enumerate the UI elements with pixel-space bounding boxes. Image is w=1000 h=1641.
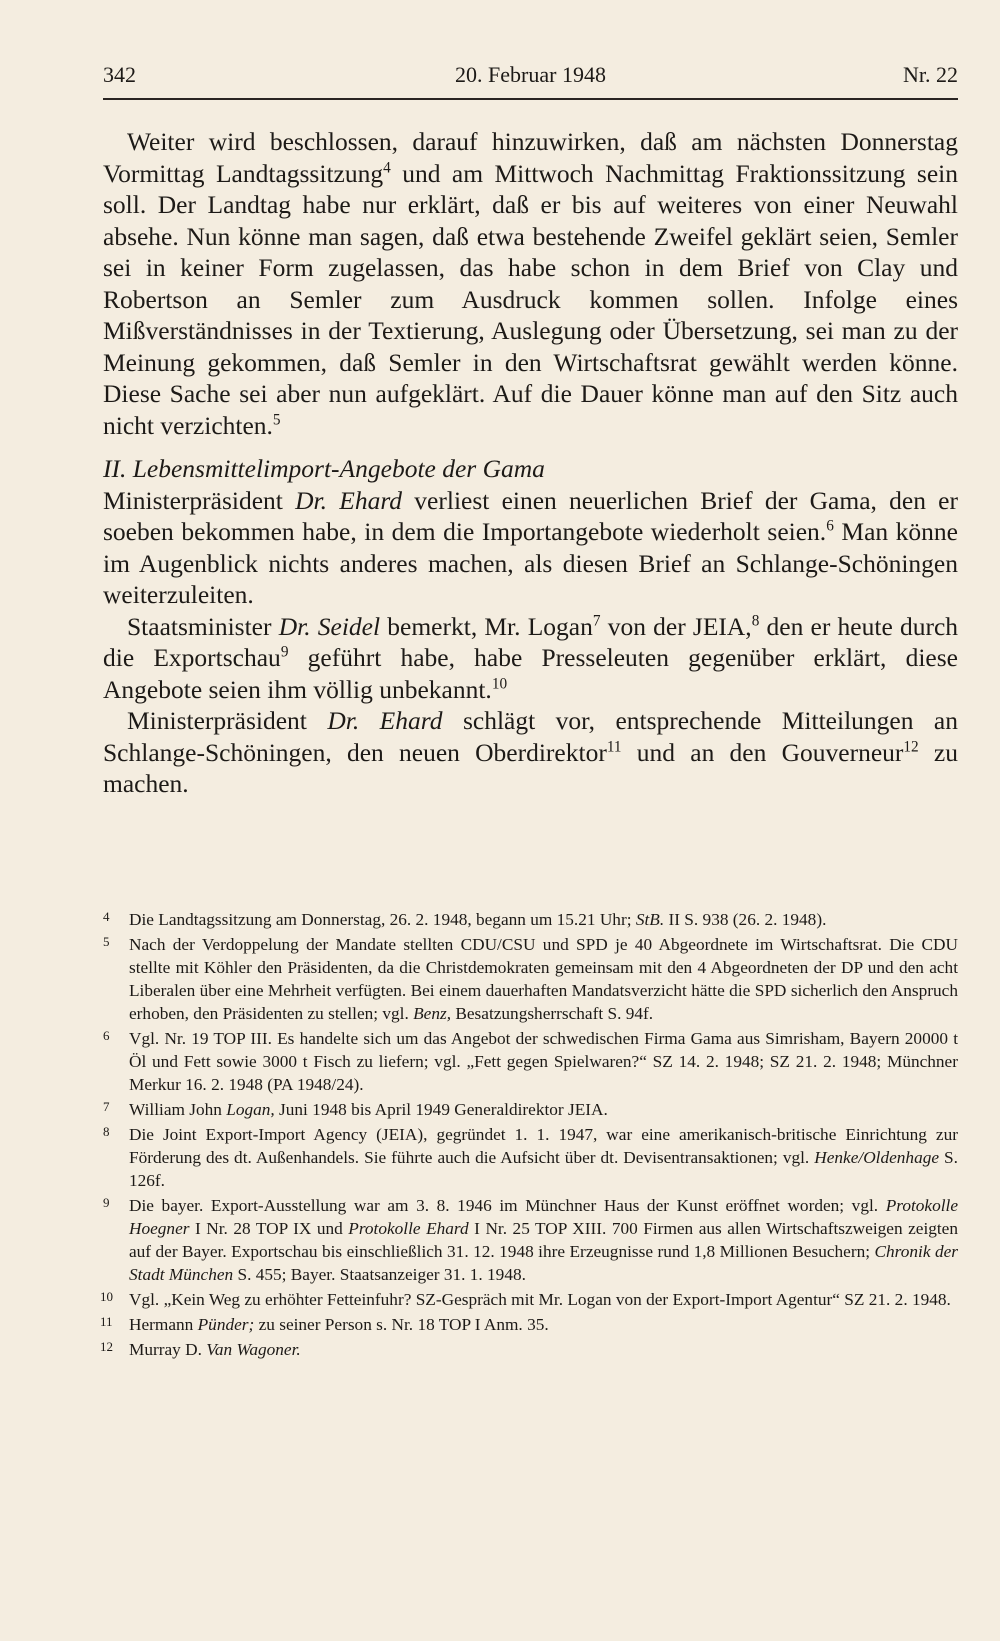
footnote-ref-10: 10 <box>491 675 508 692</box>
main-text <box>103 126 958 800</box>
footnote-ref-9: 9 <box>280 643 289 661</box>
speaker-name: Dr. Seidel <box>278 611 381 641</box>
paragraph-seidel: Staatsminister Dr. Seidel bemerkt, Mr. Logan$^7$ von der JEIA,$^8$ den er heute durch die Exportschau$^9$ geführt habe, habe Presseleuten gegenüber erklärt, diese Angebote seien ihm völlig unbekannt.$^{10}$ <box>103 611 959 704</box>
speaker-name: Dr. Ehard <box>327 706 443 735</box>
footnote-number: 8 <box>103 1124 110 1139</box>
paragraph-ehard-brief: Ministerpräsident Dr. Ehard verliest einen neuerlichen Brief der Gama, den er soeben bekommen habe, in dem die Importangebote wiederholt seien.$^6$ Man könne im Augenblick nichts anderes machen, als diesen Brief an Schlange-Schöningen weiterzuleiten. <box>103 485 959 609</box>
footnote-number: 6 <box>103 1028 110 1043</box>
footnote-ref-8: 8 <box>751 612 760 629</box>
footnote-number: 9 <box>103 1195 110 1210</box>
footnote-ref-4: 4 <box>383 159 391 176</box>
footnote-9: 9 Die bayer. Export-Ausstellung war am 3. 8. 1946 im Münchner Haus der Kunst eröffnet worden; vgl. Protokolle Hoegner I Nr. 28 TOP IX und Protokolle Ehard I Nr. 25 TOP XIII. 700 Firmen aus allen Wirtschaftszweigen zeigten auf der Bayer. Exportschau bis einschließlich 31. 12. 1948 ihre Erzeugnisse rund 1,8 Millionen Besuchern; Chronik der Stadt München S. 455; Bayer. Staatsanzeiger 31. 1. 1948. <box>103 1194 958 1286</box>
paragraph-ehard-vorschlag: Ministerpräsident Dr. Ehard schlägt vor, entsprechende Mitteilungen an Schlange-Schöningen, den neuen Oberdirektor$^{11}$ und an den Gouverneur$^{12}$ zu machen. <box>103 706 958 798</box>
paragraph-sitzungstermine: Weiter wird beschlossen, darauf hinzuwirken, daß am nächsten Donnerstag Vormittag Landtagssitzung$^4$ und am Mittwoch Nachmittag Fraktionssitzung sein soll. Der Landtag habe nur erklärt, daß er bis auf weiteres von einer Neuwahl absehe. Nun könne man sagen, daß etwa bestehende Zweifel geklärt seien, Semler sei in keiner Form zugelassen, das habe schon in dem Brief von Clay und Robertson an Semler zum Ausdruck kommen sollen. Infolge eines Mißverständnisses in der Textierung, Auslegung oder Übersetzung, sei man zu der Meinung gekommen, daß Semler in den Wirtschaftsrat gewählt werden könne. Diese Sache sei aber nun aufgeklärt. Auf die Dauer könne man auf den Sitz auch nicht verzichten.$^5$ <box>103 127 958 440</box>
section-heading: II. Lebensmittelimport-Angebote der Gama <box>103 454 545 483</box>
footnote-ref-6: 6 <box>826 517 834 535</box>
footnote-number: 7 <box>103 1099 110 1114</box>
footnote-number: 4 <box>103 909 110 924</box>
footnote-8: 8 Die Joint Export-Import Agency (JEIA), gegründet 1. 1. 1947, war eine amerikanisch-britische Einrichtung zur Förderung des dt. Außenhandels. Sie führte auch die Aufsicht über dt. Devisentransaktionen; vgl. Henke/Oldenhage S. 126f. <box>103 1123 958 1192</box>
footnote-4: 4 Die Landtagssitzung am Donnerstag, 26. 2. 1948, begann um 15.21 Uhr; StB. II S. 938 (26. 2. 1948). <box>103 908 958 931</box>
footnotes <box>100 908 958 1361</box>
footnote-ref-5: 5 <box>272 411 281 428</box>
header-date: 20. Februar 1948 <box>455 62 606 87</box>
document-number: Nr. 22 <box>903 62 958 87</box>
footnote-7: 7 William John Logan, Juni 1948 bis April 1949 Generaldirektor JEIA. <box>103 1098 958 1121</box>
footnote-number: 11 <box>100 1314 113 1329</box>
footnote-number: 12 <box>100 1339 113 1354</box>
footnote-12: 12 Murray D. Van Wagoner. <box>103 1338 958 1361</box>
page-number: 342 <box>103 62 136 87</box>
footnote-ref-7: 7 <box>592 612 601 629</box>
running-header <box>103 62 958 98</box>
footnote-ref-11: 11 <box>606 738 622 755</box>
footnote-10: 10 Vgl. „Kein Weg zu erhöhter Fetteinfuhr? SZ-Gespräch mit Mr. Logan von der Export-Import Agentur“ SZ 21. 2. 1948. <box>103 1288 958 1311</box>
footnote-5: 5 Nach der Verdoppelung der Mandate stellten CDU/CSU und SPD je 40 Abgeordnete im Wirtschaftsrat. Die CDU stellte mit Köhler den Präsidenten, da die Christdemokraten gemeinsam mit den 4 Abgeordneten der DP und den acht Liberalen über eine Mehrheit verfügten. Bei einem dauerhaften Mandatsverzicht hätte die SPD sicherlich den Anspruch erhoben, den Präsidenten zu stellen; vgl. Benz, Besatzungsherrschaft S. 94f. <box>103 933 958 1025</box>
footnote-number: 5 <box>103 934 110 949</box>
footnote-ref-12: 12 <box>903 738 919 755</box>
footnote-11: 11 Hermann Pünder; zu seiner Person s. Nr. 18 TOP I Anm. 35. <box>103 1313 958 1336</box>
speaker-name: Dr. Ehard <box>295 485 403 515</box>
footnote-6: 6 Vgl. Nr. 19 TOP III. Es handelte sich um das Angebot der schwedischen Firma Gama aus Simrisham, Bayern 20000 t Öl und Fett sowie 3000 t Fisch zu liefern; vgl. „Fett gegen Spielwaren?“ SZ 14. 2. 1948; SZ 21. 2. 1948; Münchner Merkur 16. 2. 1948 (PA 1948/24). <box>103 1027 958 1096</box>
header-rule <box>103 98 958 100</box>
footnote-number: 10 <box>100 1289 113 1304</box>
